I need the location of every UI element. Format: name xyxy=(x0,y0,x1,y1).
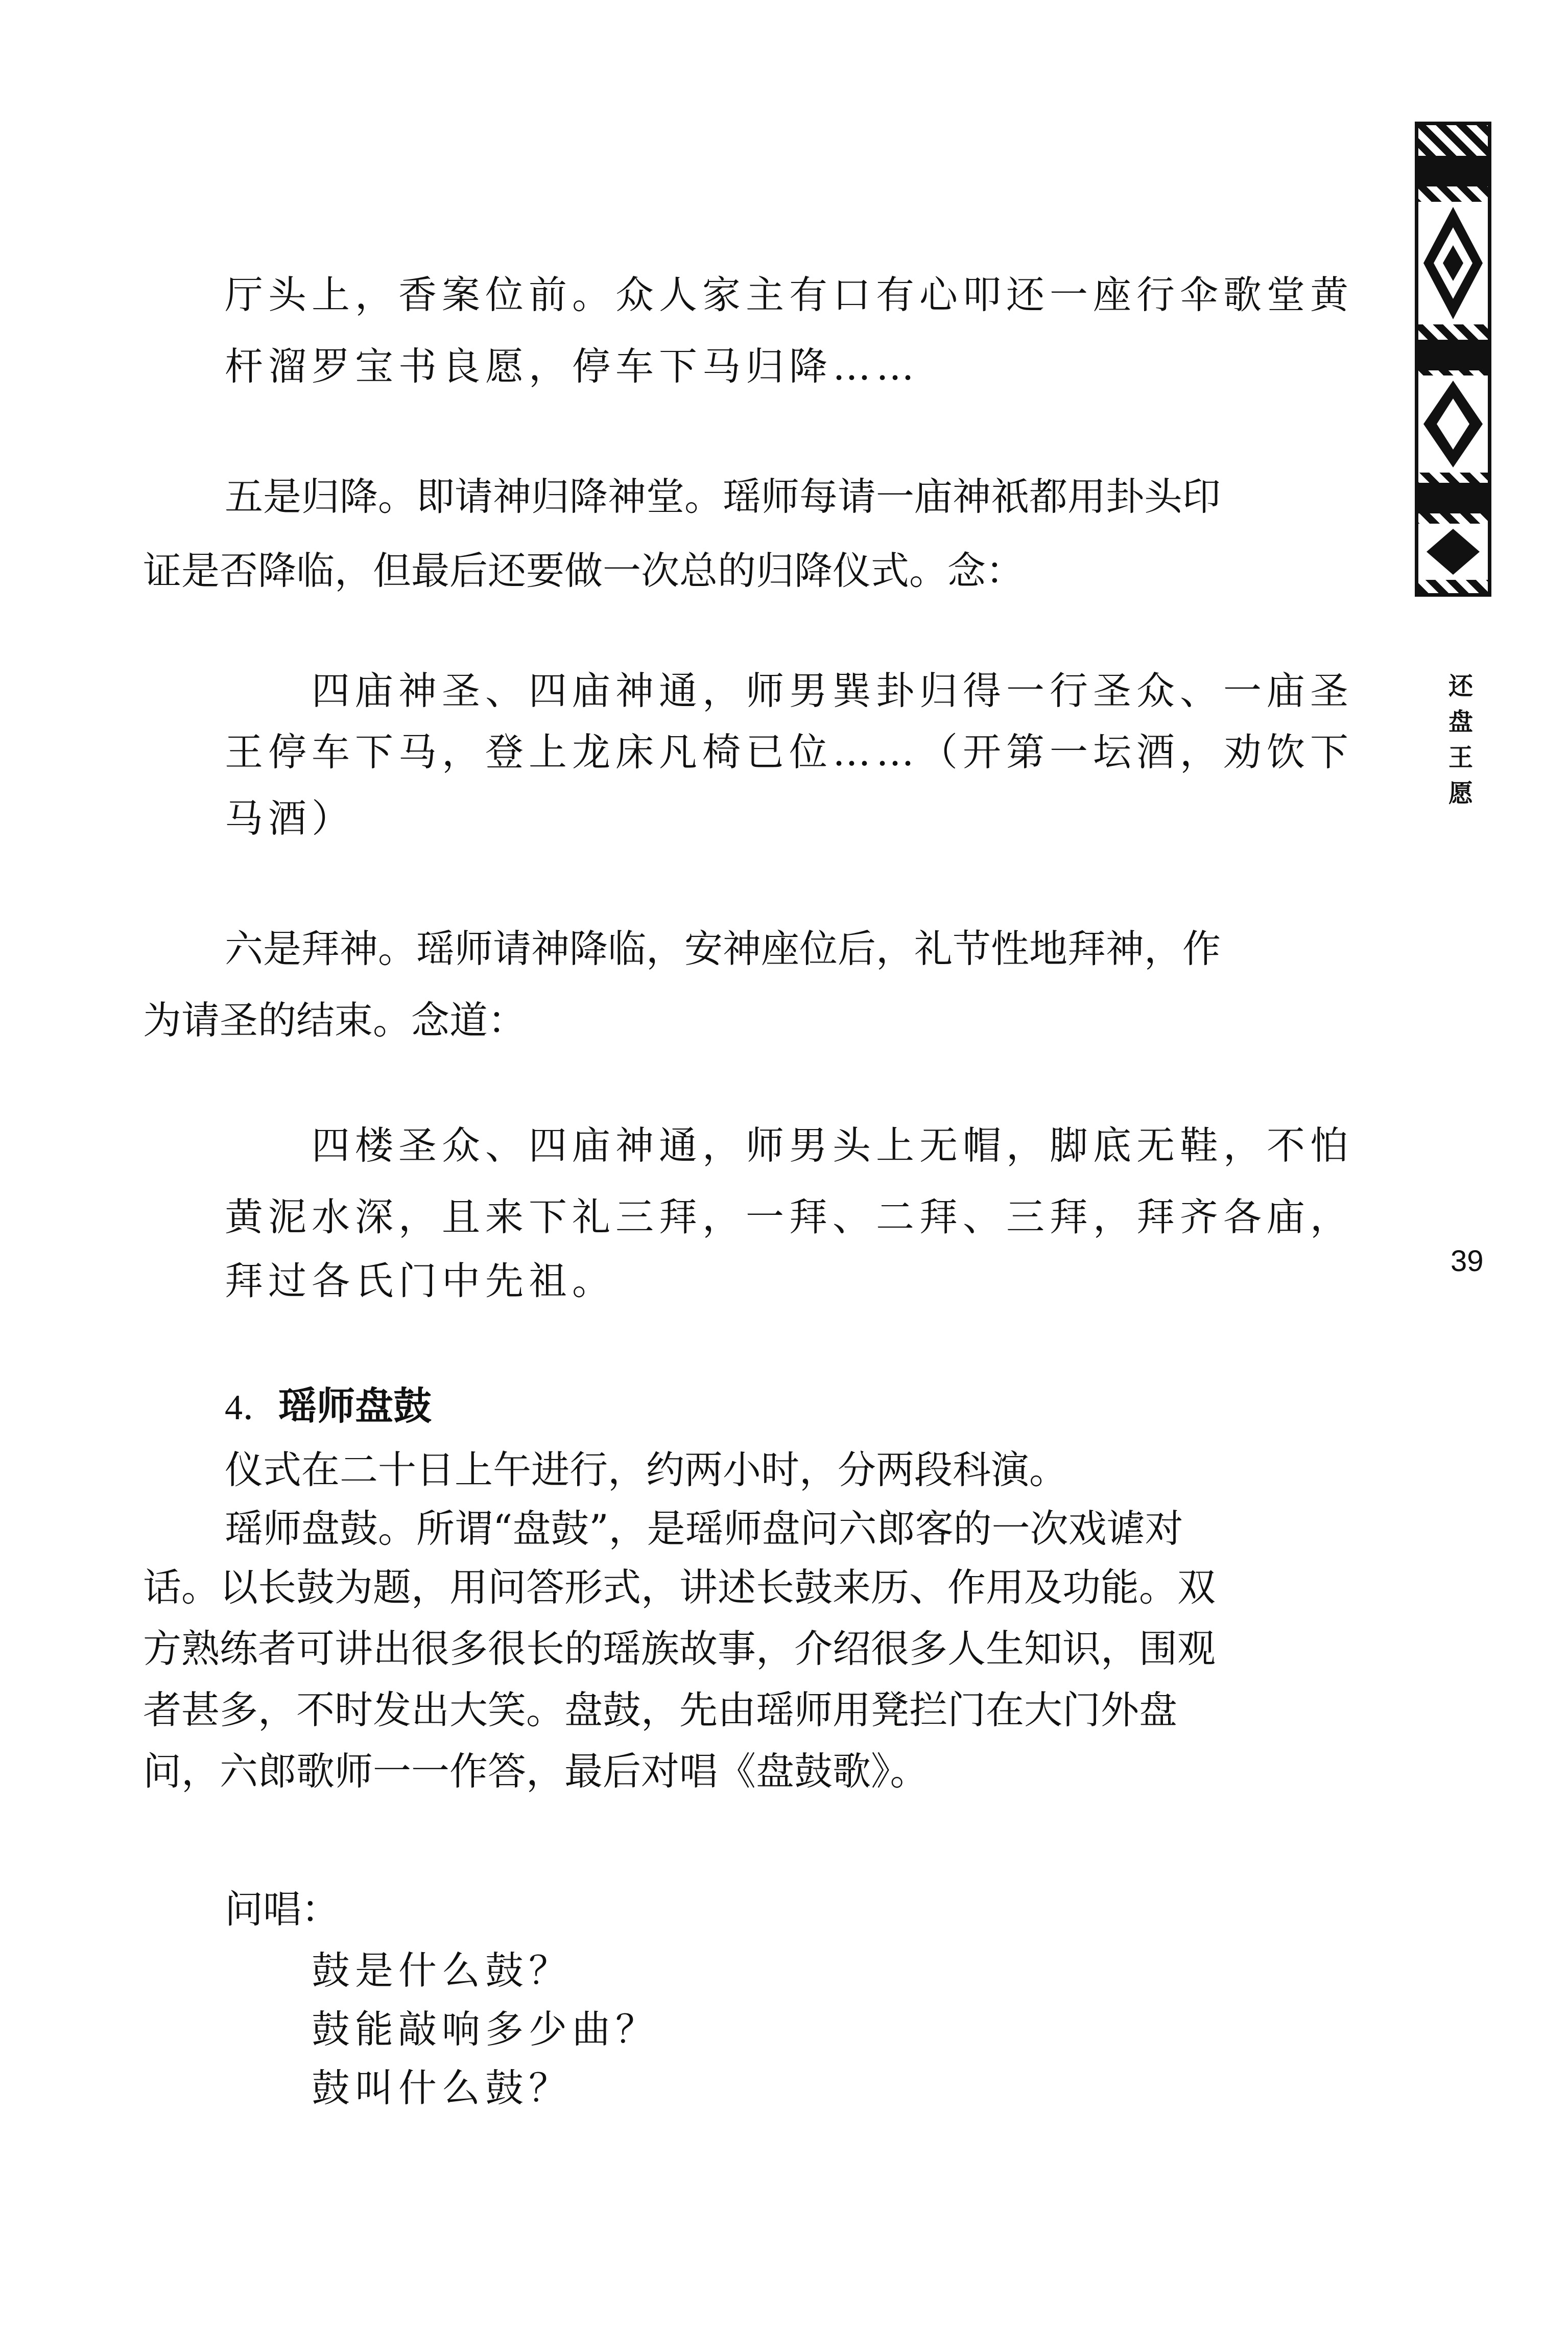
ask-label: 问唱： xyxy=(225,1887,340,1932)
quote-line: 马酒） xyxy=(225,796,355,841)
paragraph-line: 证是否降临，但最后还要做一次总的归降仪式。念： xyxy=(143,548,1025,593)
paragraph-line: 话。以长鼓为题，用问答形式，讲述长鼓来历、作用及功能。双 xyxy=(143,1565,1216,1610)
paragraph-line: 者甚多，不时发出大笑。盘鼓，先由瑶师用凳拦门在大门外盘 xyxy=(143,1687,1178,1732)
paragraph-line: 六是拜神。瑶师请神降临，安神座位后，礼节性地拜神，作 xyxy=(225,926,1221,971)
quote-line: 四庙神圣、四庙神通，师男巽卦归得一行圣众、一庙圣 xyxy=(312,668,1354,713)
paragraph-line: 方熟练者可讲出很多很长的瑶族故事，介绍很多人生知识，围观 xyxy=(143,1626,1216,1671)
running-title-char: 盘 xyxy=(1448,708,1473,736)
section-heading xyxy=(225,1383,432,1428)
paragraph-line: 问，六郎歌师一一作答，最后对唱《盘鼓歌》。 xyxy=(143,1749,929,1794)
quote-line: 杆溜罗宝书良愿，停车下马归降…… xyxy=(225,344,920,389)
quote-line: 王停车下马，登上龙床凡椅已位……（开第一坛酒，劝饮下 xyxy=(225,730,1354,774)
song-line: 鼓叫什么鼓？ xyxy=(312,2066,573,2110)
running-title xyxy=(1445,668,1476,811)
running-title-char: 王 xyxy=(1448,743,1473,772)
paragraph-line: 仪式在二十日上午进行，约两小时，分两段科演。 xyxy=(225,1447,1068,1492)
section-title: 瑶师盘鼓 xyxy=(278,1383,432,1428)
paragraph-line: 瑶师盘鼓。所谓“盘鼓”，是瑶师盘问六郎客的一次戏谑对 xyxy=(225,1506,1183,1551)
paragraph-line: 五是归降。即请神归降神堂。瑶师每请一庙神祇都用卦头印 xyxy=(225,474,1221,519)
quote-line: 黄泥水深，且来下礼三拜，一拜、二拜、三拜，拜齐各庙， xyxy=(225,1194,1354,1239)
paragraph-line: 为请圣的结束。念道： xyxy=(143,998,527,1043)
diamond-pattern-icon xyxy=(1418,125,1488,593)
running-title-char: 愿 xyxy=(1448,779,1473,808)
running-title-char: 还 xyxy=(1448,672,1473,700)
decorative-pattern-strip xyxy=(1415,122,1491,597)
song-line: 鼓能敲响多少曲？ xyxy=(312,2007,659,2052)
quote-line: 厅头上，香案位前。众人家主有口有心叩还一座行伞歌堂黄 xyxy=(225,272,1354,317)
quote-line: 拜过各氏门中先祖。 xyxy=(225,1258,616,1303)
quote-line: 四楼圣众、四庙神通，师男头上无帽，脚底无鞋，不怕 xyxy=(312,1123,1354,1168)
song-line: 鼓是什么鼓？ xyxy=(312,1948,573,1993)
page-number: 39 xyxy=(1451,1245,1484,1278)
section-number: 4． xyxy=(225,1388,278,1427)
